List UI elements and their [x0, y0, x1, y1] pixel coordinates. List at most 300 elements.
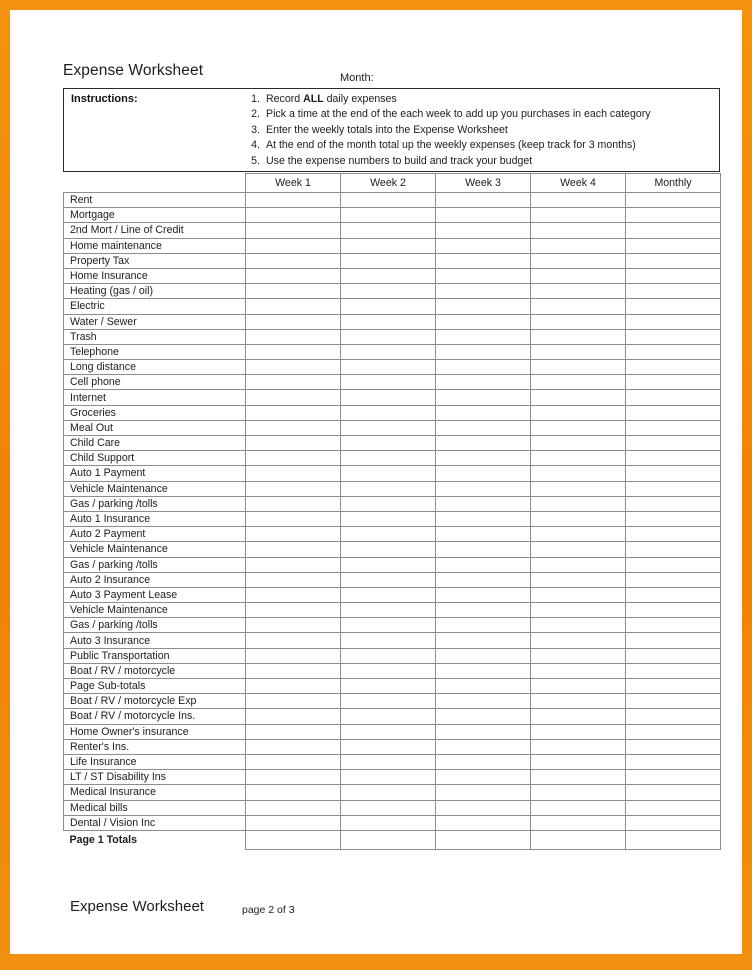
table-row: [64, 679, 721, 694]
expense-amount-cell[interactable]: [246, 557, 341, 572]
expense-category-label: Auto 2 Payment: [64, 527, 246, 542]
expense-amount-cell[interactable]: [436, 436, 531, 451]
expense-amount-cell[interactable]: [531, 572, 626, 587]
expense-amount-cell[interactable]: [436, 208, 531, 223]
expense-amount-cell[interactable]: [246, 785, 341, 800]
expense-amount-cell[interactable]: [436, 542, 531, 557]
expense-amount-cell[interactable]: [626, 299, 721, 314]
expense-amount-cell[interactable]: [531, 709, 626, 724]
expense-amount-cell[interactable]: [626, 648, 721, 663]
expense-amount-cell[interactable]: [531, 542, 626, 557]
expense-amount-cell[interactable]: [436, 679, 531, 694]
expense-amount-cell[interactable]: [246, 193, 341, 208]
footer-title: Expense Worksheet: [70, 898, 204, 915]
table-row: [64, 785, 721, 800]
expense-amount-cell[interactable]: [341, 603, 436, 618]
expense-amount-cell[interactable]: [626, 481, 721, 496]
expense-category-label: Dental / Vision Inc: [64, 815, 246, 830]
expense-amount-cell[interactable]: [341, 663, 436, 678]
table-row: [64, 754, 721, 769]
expense-amount-cell[interactable]: [246, 694, 341, 709]
expense-amount-cell[interactable]: [246, 496, 341, 511]
expense-amount-cell[interactable]: [626, 329, 721, 344]
expense-category-label: Public Transportation: [64, 648, 246, 663]
expense-amount-cell[interactable]: [531, 770, 626, 785]
table-row: [64, 633, 721, 648]
expense-amount-cell[interactable]: [626, 466, 721, 481]
expense-amount-cell[interactable]: [436, 496, 531, 511]
expense-amount-cell[interactable]: [626, 800, 721, 815]
expense-amount-cell[interactable]: [626, 572, 721, 587]
expense-category-label: Child Care: [64, 436, 246, 451]
expense-amount-cell[interactable]: [626, 360, 721, 375]
expense-amount-cell[interactable]: [531, 314, 626, 329]
expense-amount-cell[interactable]: [436, 344, 531, 359]
expense-amount-cell[interactable]: [246, 405, 341, 420]
expense-amount-cell[interactable]: [436, 618, 531, 633]
expense-amount-cell[interactable]: [436, 709, 531, 724]
expense-amount-cell[interactable]: [341, 830, 436, 849]
table-row: [64, 466, 721, 481]
expense-amount-cell[interactable]: [246, 208, 341, 223]
expense-amount-cell[interactable]: [436, 648, 531, 663]
expense-amount-cell[interactable]: [531, 663, 626, 678]
expense-amount-cell[interactable]: [531, 223, 626, 238]
expense-amount-cell[interactable]: [246, 238, 341, 253]
expense-amount-cell[interactable]: [341, 542, 436, 557]
expense-category-label: 2nd Mort / Line of Credit: [64, 223, 246, 238]
table-row: [64, 572, 721, 587]
expense-category-label: LT / ST Disability Ins: [64, 770, 246, 785]
expense-amount-cell[interactable]: [531, 633, 626, 648]
expense-amount-cell[interactable]: [341, 193, 436, 208]
expense-amount-cell[interactable]: [341, 527, 436, 542]
expense-amount-cell[interactable]: [246, 360, 341, 375]
expense-amount-cell[interactable]: [341, 329, 436, 344]
expense-amount-cell[interactable]: [341, 511, 436, 526]
expense-category-label: Home Owner's insurance: [64, 724, 246, 739]
table-row: [64, 481, 721, 496]
expense-amount-cell[interactable]: [626, 314, 721, 329]
expense-amount-cell[interactable]: [436, 314, 531, 329]
expense-category-label: Boat / RV / motorcycle: [64, 663, 246, 678]
expense-amount-cell[interactable]: [626, 436, 721, 451]
expense-amount-cell[interactable]: [531, 815, 626, 830]
expense-amount-cell[interactable]: [341, 481, 436, 496]
table-row: [64, 800, 721, 815]
table-row: [64, 436, 721, 451]
instruction-emphasis: ALL: [303, 93, 324, 105]
expense-category-label: Vehicle Maintenance: [64, 603, 246, 618]
expense-amount-cell[interactable]: [626, 618, 721, 633]
expense-amount-cell[interactable]: [246, 451, 341, 466]
expense-amount-cell[interactable]: [341, 785, 436, 800]
expense-amount-cell[interactable]: [246, 329, 341, 344]
expense-amount-cell[interactable]: [531, 268, 626, 283]
expense-amount-cell[interactable]: [341, 618, 436, 633]
expense-amount-cell[interactable]: [246, 709, 341, 724]
table-body: [64, 193, 721, 850]
expense-amount-cell[interactable]: [436, 815, 531, 830]
expense-amount-cell[interactable]: [436, 466, 531, 481]
expense-amount-cell[interactable]: [436, 253, 531, 268]
expense-amount-cell[interactable]: [436, 405, 531, 420]
expense-amount-cell[interactable]: [531, 375, 626, 390]
table-row: [64, 284, 721, 299]
expense-amount-cell[interactable]: [436, 375, 531, 390]
table-row: [64, 663, 721, 678]
expense-amount-cell[interactable]: [531, 785, 626, 800]
expense-amount-cell[interactable]: [246, 268, 341, 283]
expense-amount-cell[interactable]: [531, 557, 626, 572]
expense-category-label: Groceries: [64, 405, 246, 420]
expense-category-label: Electric: [64, 299, 246, 314]
expense-amount-cell[interactable]: [436, 754, 531, 769]
expense-amount-cell[interactable]: [531, 405, 626, 420]
expense-amount-cell[interactable]: [246, 603, 341, 618]
table-row: [64, 360, 721, 375]
expense-amount-cell[interactable]: [341, 557, 436, 572]
expense-amount-cell[interactable]: [626, 785, 721, 800]
expense-amount-cell[interactable]: [531, 527, 626, 542]
expense-amount-cell[interactable]: [341, 633, 436, 648]
expense-amount-cell[interactable]: [341, 223, 436, 238]
expense-category-label: Auto 2 Insurance: [64, 572, 246, 587]
expense-category-label: Long distance: [64, 360, 246, 375]
expense-amount-cell[interactable]: [246, 800, 341, 815]
expense-amount-cell[interactable]: [531, 694, 626, 709]
expense-amount-cell[interactable]: [246, 223, 341, 238]
expense-amount-cell[interactable]: [341, 739, 436, 754]
expense-amount-cell[interactable]: [531, 436, 626, 451]
expense-amount-cell[interactable]: [626, 542, 721, 557]
expense-amount-cell[interactable]: [436, 527, 531, 542]
expense-amount-cell[interactable]: [341, 436, 436, 451]
table-row: [64, 451, 721, 466]
expense-amount-cell[interactable]: [341, 587, 436, 602]
expense-amount-cell[interactable]: [531, 587, 626, 602]
expense-category-label: Auto 3 Payment Lease: [64, 587, 246, 602]
expense-amount-cell[interactable]: [626, 709, 721, 724]
expense-amount-cell[interactable]: [246, 633, 341, 648]
expense-amount-cell[interactable]: [626, 603, 721, 618]
expense-amount-cell[interactable]: [246, 739, 341, 754]
expense-amount-cell[interactable]: [436, 268, 531, 283]
expense-amount-cell[interactable]: [436, 800, 531, 815]
expense-amount-cell[interactable]: [626, 253, 721, 268]
expense-category-label: Page Sub-totals: [64, 679, 246, 694]
table-row: [64, 314, 721, 329]
expense-amount-cell[interactable]: [626, 375, 721, 390]
expense-amount-cell[interactable]: [246, 587, 341, 602]
expense-amount-cell[interactable]: [436, 284, 531, 299]
expense-category-label: Trash: [64, 329, 246, 344]
expense-amount-cell[interactable]: [246, 663, 341, 678]
expense-amount-cell[interactable]: [626, 694, 721, 709]
expense-amount-cell[interactable]: [436, 603, 531, 618]
expense-amount-cell[interactable]: [246, 679, 341, 694]
expense-amount-cell[interactable]: [341, 754, 436, 769]
expense-amount-cell[interactable]: [341, 709, 436, 724]
expense-amount-cell[interactable]: [246, 390, 341, 405]
table-row: [64, 587, 721, 602]
expense-amount-cell[interactable]: [246, 511, 341, 526]
table-header-row: [64, 174, 721, 193]
expense-category-label: Auto 1 Insurance: [64, 511, 246, 526]
expense-category-label: Page 1 Totals: [64, 830, 246, 849]
expense-amount-cell[interactable]: [531, 193, 626, 208]
instruction-item: [244, 154, 715, 169]
expense-amount-cell[interactable]: [246, 375, 341, 390]
table-row: [64, 648, 721, 663]
expense-amount-cell[interactable]: [341, 679, 436, 694]
expense-amount-cell[interactable]: [531, 329, 626, 344]
expense-amount-cell[interactable]: [531, 754, 626, 769]
column-header-monthly: Monthly: [626, 174, 721, 193]
expense-amount-cell[interactable]: [531, 830, 626, 849]
column-header-week-1: Week 1: [246, 174, 341, 193]
instruction-text: Use the expense numbers to build and track your budget: [266, 154, 533, 167]
expense-amount-cell[interactable]: [626, 420, 721, 435]
expense-amount-cell[interactable]: [626, 770, 721, 785]
expense-amount-cell[interactable]: [341, 770, 436, 785]
expense-amount-cell[interactable]: [246, 481, 341, 496]
expense-amount-cell[interactable]: [246, 420, 341, 435]
expense-amount-cell[interactable]: [531, 284, 626, 299]
expense-amount-cell[interactable]: [436, 587, 531, 602]
instruction-number: 1.: [251, 93, 260, 105]
expense-amount-cell[interactable]: [531, 253, 626, 268]
expense-amount-cell[interactable]: [341, 284, 436, 299]
expense-amount-cell[interactable]: [626, 663, 721, 678]
expense-amount-cell[interactable]: [626, 754, 721, 769]
expense-category-label: Heating (gas / oil): [64, 284, 246, 299]
expense-amount-cell[interactable]: [246, 466, 341, 481]
table-row: [64, 344, 721, 359]
expense-amount-cell[interactable]: [436, 329, 531, 344]
expense-amount-cell[interactable]: [626, 633, 721, 648]
expense-amount-cell[interactable]: [531, 360, 626, 375]
expense-amount-cell[interactable]: [246, 527, 341, 542]
table-corner-cell: [64, 174, 246, 193]
expense-amount-cell[interactable]: [436, 511, 531, 526]
expense-amount-cell[interactable]: [341, 238, 436, 253]
expense-amount-cell[interactable]: [246, 754, 341, 769]
table-row: [64, 618, 721, 633]
instructions-list: [244, 92, 715, 169]
expense-category-label: Medical Insurance: [64, 785, 246, 800]
expense-amount-cell[interactable]: [531, 679, 626, 694]
table-row: [64, 405, 721, 420]
expense-amount-cell[interactable]: [531, 603, 626, 618]
expense-amount-cell[interactable]: [531, 299, 626, 314]
expense-category-label: Life Insurance: [64, 754, 246, 769]
expense-category-label: Water / Sewer: [64, 314, 246, 329]
expense-amount-cell[interactable]: [341, 496, 436, 511]
expense-amount-cell[interactable]: [531, 800, 626, 815]
worksheet-page: [10, 10, 742, 954]
expense-amount-cell[interactable]: [436, 770, 531, 785]
expense-amount-cell[interactable]: [341, 420, 436, 435]
expense-amount-cell[interactable]: [531, 451, 626, 466]
expense-amount-cell[interactable]: [246, 436, 341, 451]
expense-amount-cell[interactable]: [531, 511, 626, 526]
expense-amount-cell[interactable]: [341, 268, 436, 283]
expense-amount-cell[interactable]: [246, 314, 341, 329]
expense-category-label: Auto 3 Insurance: [64, 633, 246, 648]
expense-amount-cell[interactable]: [626, 511, 721, 526]
expense-amount-cell[interactable]: [341, 344, 436, 359]
expense-amount-cell[interactable]: [341, 572, 436, 587]
expense-amount-cell[interactable]: [436, 633, 531, 648]
expense-amount-cell[interactable]: [341, 299, 436, 314]
expense-amount-cell[interactable]: [531, 618, 626, 633]
expense-amount-cell[interactable]: [626, 223, 721, 238]
expense-amount-cell[interactable]: [531, 724, 626, 739]
expense-amount-cell[interactable]: [436, 830, 531, 849]
expense-category-label: Vehicle Maintenance: [64, 542, 246, 557]
expense-amount-cell[interactable]: [626, 739, 721, 754]
expense-amount-cell[interactable]: [436, 390, 531, 405]
expense-amount-cell[interactable]: [436, 420, 531, 435]
table-row: [64, 724, 721, 739]
expense-amount-cell[interactable]: [436, 299, 531, 314]
expense-category-label: Gas / parking /tolls: [64, 496, 246, 511]
expense-amount-cell[interactable]: [531, 481, 626, 496]
expense-category-label: Child Support: [64, 451, 246, 466]
expense-amount-cell[interactable]: [626, 344, 721, 359]
expense-amount-cell[interactable]: [341, 648, 436, 663]
expense-amount-cell[interactable]: [436, 238, 531, 253]
expense-category-label: Property Tax: [64, 253, 246, 268]
expense-amount-cell[interactable]: [246, 770, 341, 785]
expense-amount-cell[interactable]: [341, 405, 436, 420]
instruction-item: [244, 138, 715, 153]
expense-amount-cell[interactable]: [531, 238, 626, 253]
expense-amount-cell[interactable]: [436, 360, 531, 375]
expense-amount-cell[interactable]: [626, 284, 721, 299]
instructions-label: Instructions:: [71, 93, 138, 105]
expense-amount-cell[interactable]: [341, 314, 436, 329]
footer-page-number: page 2 of 3: [242, 904, 295, 916]
table-row: [64, 694, 721, 709]
expense-amount-cell[interactable]: [436, 223, 531, 238]
expense-amount-cell[interactable]: [531, 344, 626, 359]
expense-amount-cell[interactable]: [436, 557, 531, 572]
table-row: [64, 268, 721, 283]
expense-amount-cell[interactable]: [246, 284, 341, 299]
expense-amount-cell[interactable]: [246, 724, 341, 739]
expense-amount-cell[interactable]: [531, 390, 626, 405]
expense-amount-cell[interactable]: [531, 496, 626, 511]
instructions-box: [63, 88, 720, 172]
expense-category-label: Telephone: [64, 344, 246, 359]
table-row: [64, 739, 721, 754]
expense-amount-cell[interactable]: [246, 830, 341, 849]
instruction-number: 4.: [251, 139, 260, 152]
expense-amount-cell[interactable]: [626, 451, 721, 466]
table-totals-row: [64, 830, 721, 849]
expense-amount-cell[interactable]: [436, 572, 531, 587]
expense-amount-cell[interactable]: [246, 542, 341, 557]
expense-category-label: Renter's Ins.: [64, 739, 246, 754]
expense-amount-cell[interactable]: [341, 390, 436, 405]
instruction-item: [244, 92, 715, 107]
expense-amount-cell[interactable]: [246, 618, 341, 633]
expense-amount-cell[interactable]: [626, 238, 721, 253]
expense-amount-cell[interactable]: [626, 527, 721, 542]
expense-amount-cell[interactable]: [341, 375, 436, 390]
expense-amount-cell[interactable]: [626, 193, 721, 208]
table-row: [64, 390, 721, 405]
expense-amount-cell[interactable]: [341, 724, 436, 739]
expense-amount-cell[interactable]: [341, 451, 436, 466]
column-header-week-3: Week 3: [436, 174, 531, 193]
expense-amount-cell[interactable]: [626, 830, 721, 849]
expense-amount-cell[interactable]: [626, 268, 721, 283]
expense-table: [63, 173, 721, 850]
expense-amount-cell[interactable]: [341, 360, 436, 375]
instruction-text: Record ALL daily expenses: [266, 93, 397, 105]
expense-amount-cell[interactable]: [436, 739, 531, 754]
expense-category-label: Rent: [64, 193, 246, 208]
expense-amount-cell[interactable]: [531, 208, 626, 223]
expense-amount-cell[interactable]: [436, 785, 531, 800]
expense-amount-cell[interactable]: [626, 496, 721, 511]
expense-amount-cell[interactable]: [341, 694, 436, 709]
expense-category-label: Boat / RV / motorcycle Exp: [64, 694, 246, 709]
expense-grid-wrapper: [63, 173, 720, 850]
expense-amount-cell[interactable]: [246, 344, 341, 359]
expense-amount-cell[interactable]: [626, 724, 721, 739]
expense-amount-cell[interactable]: [626, 679, 721, 694]
table-row: [64, 420, 721, 435]
expense-amount-cell[interactable]: [531, 420, 626, 435]
table-row: [64, 238, 721, 253]
expense-amount-cell[interactable]: [436, 451, 531, 466]
expense-amount-cell[interactable]: [246, 648, 341, 663]
expense-amount-cell[interactable]: [531, 739, 626, 754]
expense-amount-cell[interactable]: [246, 299, 341, 314]
table-row: [64, 511, 721, 526]
expense-amount-cell[interactable]: [626, 390, 721, 405]
column-header-week-4: Week 4: [531, 174, 626, 193]
expense-amount-cell[interactable]: [436, 724, 531, 739]
expense-amount-cell[interactable]: [626, 208, 721, 223]
table-row: [64, 193, 721, 208]
expense-amount-cell[interactable]: [626, 557, 721, 572]
expense-amount-cell[interactable]: [626, 587, 721, 602]
expense-amount-cell[interactable]: [531, 466, 626, 481]
expense-amount-cell[interactable]: [436, 663, 531, 678]
expense-amount-cell[interactable]: [246, 815, 341, 830]
expense-amount-cell[interactable]: [436, 193, 531, 208]
expense-amount-cell[interactable]: [341, 800, 436, 815]
expense-amount-cell[interactable]: [436, 694, 531, 709]
expense-amount-cell[interactable]: [341, 815, 436, 830]
instruction-item: [244, 107, 715, 122]
expense-amount-cell[interactable]: [626, 815, 721, 830]
expense-amount-cell[interactable]: [341, 253, 436, 268]
expense-amount-cell[interactable]: [246, 253, 341, 268]
expense-amount-cell[interactable]: [531, 648, 626, 663]
expense-amount-cell[interactable]: [341, 208, 436, 223]
expense-amount-cell[interactable]: [626, 405, 721, 420]
expense-amount-cell[interactable]: [436, 481, 531, 496]
expense-category-label: Boat / RV / motorcycle Ins.: [64, 709, 246, 724]
expense-amount-cell[interactable]: [341, 466, 436, 481]
expense-amount-cell[interactable]: [246, 572, 341, 587]
